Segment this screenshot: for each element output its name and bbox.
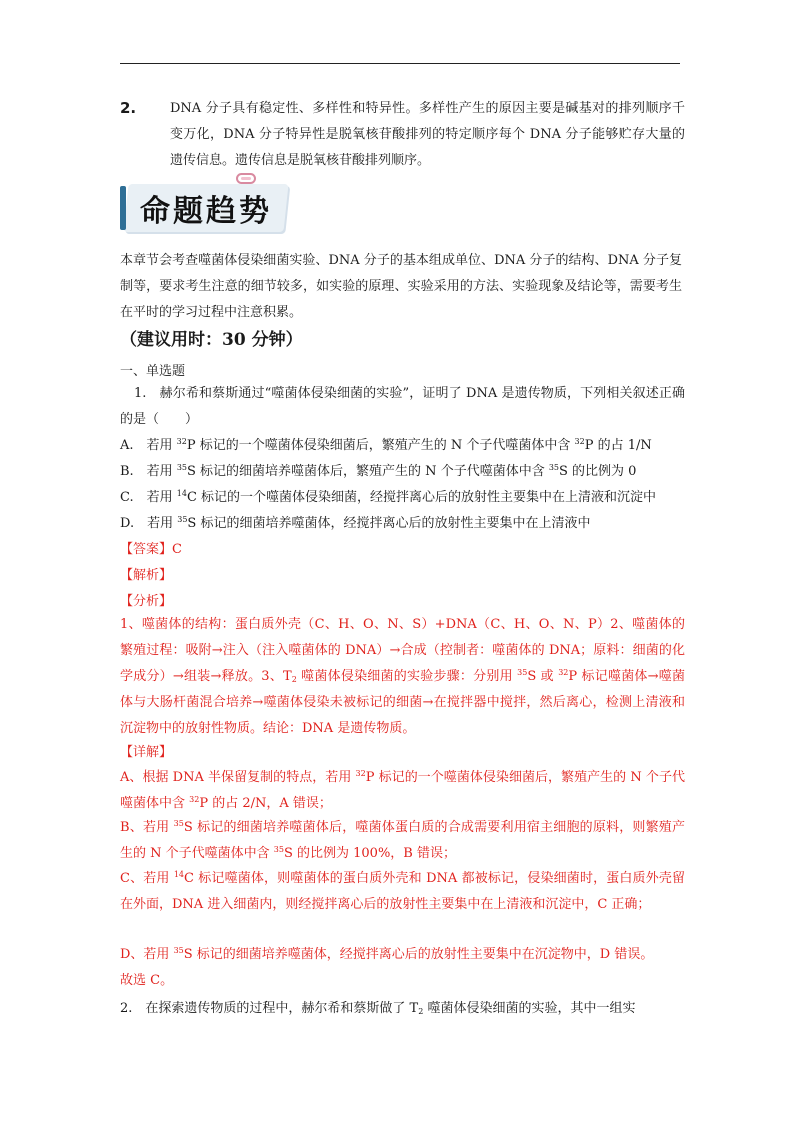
suggested-time: （建议用时：30 分钟） <box>120 330 303 350</box>
question-2-stem: 2. 在探索遗传物质的过程中，赫尔希和蔡斯做了 $T_2$ 噬菌体侵染细菌的实验，其中一组实 <box>120 1001 636 1016</box>
detail-c: C、若用 $^{14}$C 标记噬菌体，则噬菌体的蛋白质外壳和 DNA 都被标记，侵染细菌时，蛋白质外壳留在外面，DNA 进入细菌内，则经搅拌离心后的放射性主要集中在上清液和沉淀中，C 正确； <box>120 870 685 912</box>
point-text: DNA 分子具有稳定性、多样性和特异性。多样性产生的原因主要是碱基对的排列顺序千变万化，DNA 分子特异性是脱氧核苷酸排列的特定顺序每个 DNA 分子能够贮存大量的遗传信息。遗传信息是脱氧核苷酸排列顺序。 <box>170 101 685 168</box>
conclusion: 故选 C。 <box>120 973 174 988</box>
detail-d: D、若用 $^{35}$S 标记的细菌培养噬菌体，经搅拌离心后的放射性主要集中在沉淀物中，D 错误。 <box>120 946 654 962</box>
option-d: D. 若用 $^{35}$S 标记的细菌培养噬菌体，经搅拌离心后的放射性主要集中在上清液中 <box>120 515 591 531</box>
point-number: 2. <box>120 99 137 117</box>
paperclip-icon <box>236 172 256 186</box>
banner-title: 命题趋势 <box>140 194 272 229</box>
answer-label: 【答案】C <box>120 542 182 557</box>
detail-label: 【详解】 <box>120 745 173 760</box>
top-rule <box>120 63 680 64</box>
question-1-stem: 1. 赫尔希和蔡斯通过“噬菌体侵染细菌的实验”，证明了 DNA 是遗传物质，下列相关叙述正确的是（ ） <box>120 386 685 427</box>
detail-a: A、根据 DNA 半保留复制的特点，若用 $^{32}$P 标记的一个噬菌体侵染细菌后，繁殖产生的 N 个子代噬菌体中含 $^{32}$P 的占 2/N，A 错误； <box>120 769 685 811</box>
detail-b: B、若用 $^{35}$S 标记的细菌培养噬菌体后，噬菌体蛋白质的合成需要利用宿主细胞的原料，则繁殖产生的 N 个子代噬菌体中含 $^{35}$S 的比例为 100%，B 错误； <box>120 819 685 861</box>
fenxi-text: 1、噬菌体的结构：蛋白质外壳（C、H、O、N、S）+DNA（C、H、O、N、P）2、噬菌体的繁殖过程：吸附→注入（注入噬菌体的 DNA）→合成（控制者：噬菌体的 DNA；原料：细菌的化学成分）→组装→释放。3、$T_2$ 噬菌体侵染细菌的实验步骤：分别用 $^{35}$S 或 $^{32}$P 标记噬菌体→噬菌体与大肠杆菌混合培养→噬菌体侵染未被标记的细菌→在搅拌器中搅拌，然后离心，检测上清液和沉淀物中的放射性物质。结论：DNA 是遗传物质。 <box>120 617 686 736</box>
banner-accent-bar <box>120 186 126 230</box>
section-banner <box>118 178 290 238</box>
section-title: 一、单选题 <box>120 364 186 379</box>
option-c: C. 若用 $^{14}$C 标记的一个噬菌体侵染细菌，经搅拌离心后的放射性主要集中在上清液和沉淀中 <box>120 489 657 505</box>
fenxi-label: 【分析】 <box>120 594 173 609</box>
trend-paragraph: 本章节会考查噬菌体侵染细菌实验、DNA 分子的基本组成单位、DNA 分子的结构、DNA 分子复制等，要求考生注意的细节较多，如实验的原理、实验采用的方法、实验现象及结论等，需要考生在平时的学习过程中注意积累。 <box>120 253 682 320</box>
option-b: B. 若用 $^{35}$S 标记的细菌培养噬菌体后，繁殖产生的 N 个子代噬菌体中含 $^{35}$S 的比例为 0 <box>120 463 637 479</box>
option-a: A. 若用 $^{32}$P 标记的一个噬菌体侵染细菌后，繁殖产生的 N 个子代噬菌体中含 $^{32}$P 的占 1/N <box>120 437 652 453</box>
analysis-label: 【解析】 <box>120 568 173 583</box>
